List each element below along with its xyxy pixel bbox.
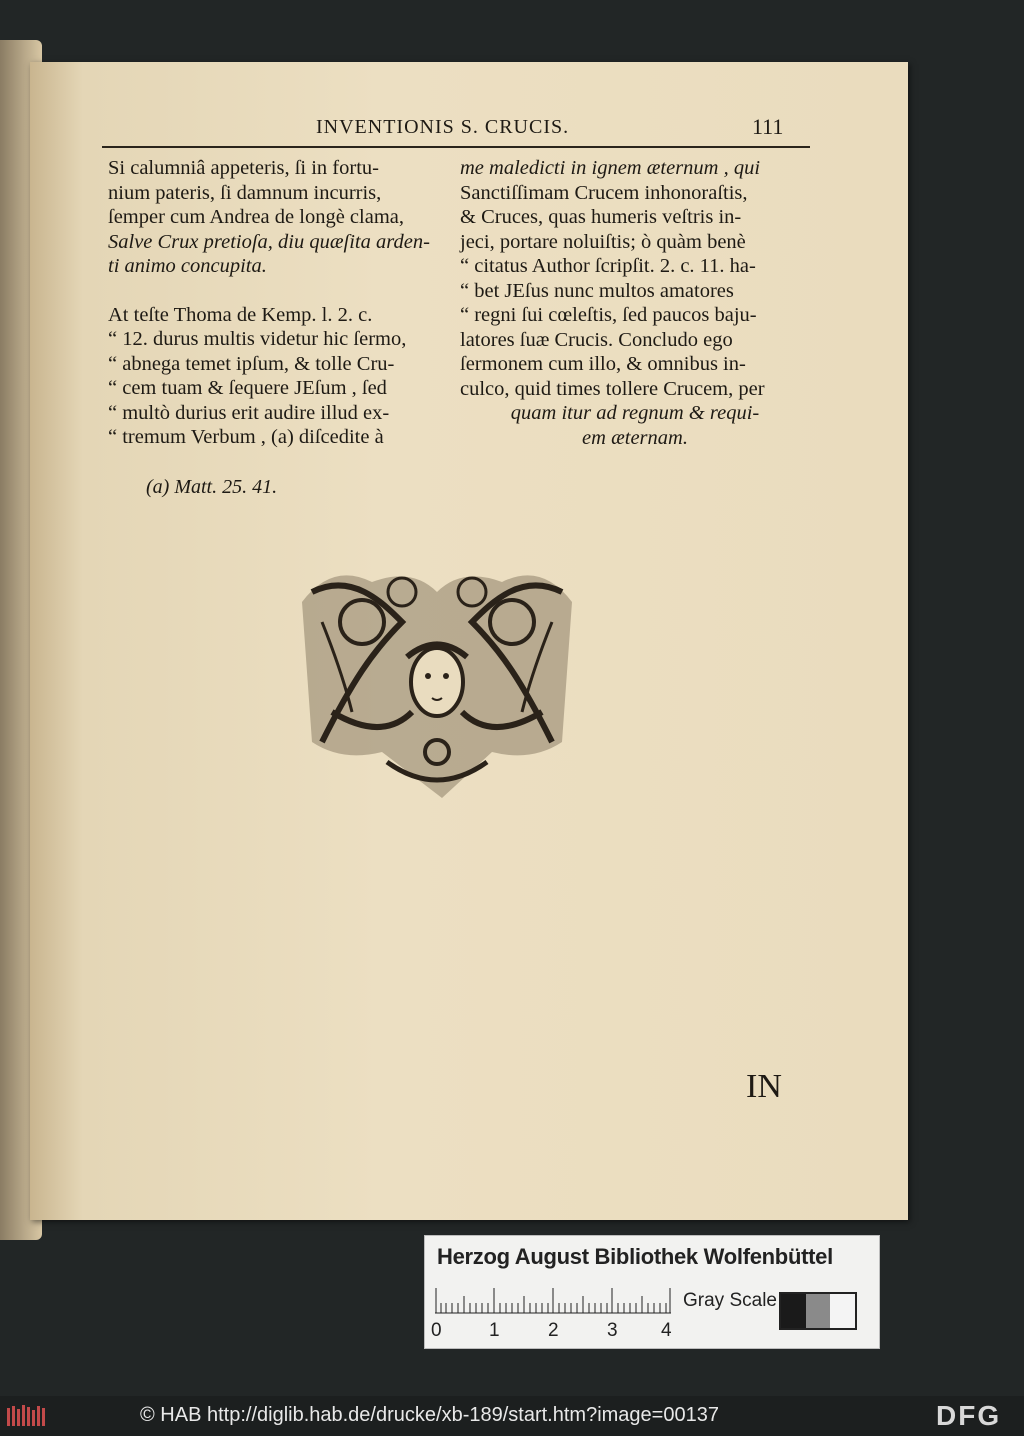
catchword: IN <box>746 1068 782 1105</box>
text-line: “ bet JEſus nunc multos amatores <box>460 279 734 302</box>
text-line: nium pateris, ſi damnum incurris, <box>108 181 382 204</box>
swatch-gray <box>806 1294 831 1328</box>
text-line: “ multò durius erit audire illud ex- <box>108 401 390 424</box>
grayscale-swatches <box>779 1292 857 1330</box>
text-line: ti animo concupita. <box>108 255 267 277</box>
library-name: Herzog August Bibliothek Wolfenbüttel <box>437 1244 833 1269</box>
right-text-column <box>460 156 810 450</box>
text-line: Sanctiſſimam Crucem inhonoraſtis, <box>460 181 748 204</box>
paragraph-gap <box>108 279 450 303</box>
text-line: ſemper cum Andrea de longè clama, <box>108 206 404 228</box>
text-line: em æternam. <box>582 426 688 449</box>
running-header: INVENTIONIS S. CRUCIS. <box>316 116 570 138</box>
swatch-white <box>830 1294 855 1328</box>
text-line: “ tremum Verbum , (a) diſcedite à <box>108 426 384 448</box>
text-line: Salve Crux pretioſa, diu quæſita arden- <box>108 230 430 253</box>
dfg-logo: DFG <box>936 1400 1002 1431</box>
text-line: “ cem tuam & ſequere JEſum , ſed <box>108 377 387 399</box>
text-line: ſermonem cum illo, & omnibus in- <box>460 353 746 375</box>
text-line: & Cruces, quas humeris veſtris in- <box>460 206 742 228</box>
text-line: latores ſuæ Crucis. Concludo ego <box>460 328 733 351</box>
scale-number: 2 <box>548 1320 559 1341</box>
text-line: Si calumniâ appeteris, ſi in fortu- <box>108 157 379 179</box>
footer-bar <box>0 1396 1024 1436</box>
grayscale-label: Gray Scale <box>683 1290 777 1311</box>
scale-number: 0 <box>431 1320 442 1341</box>
left-text-column <box>108 156 450 450</box>
ruler-icon <box>435 1288 671 1314</box>
footnote: (a) Matt. 25. 41. <box>146 476 278 498</box>
hab-logo-icon <box>6 1404 48 1428</box>
text-line: quam itur ad regnum & requi- <box>510 402 760 424</box>
scale-number: 4 <box>661 1320 672 1341</box>
header-rule <box>102 146 810 148</box>
swatch-black <box>781 1294 806 1328</box>
page-number: 111 <box>752 114 784 139</box>
text-line: “ 12. durus multis videtur hic ſermo, <box>108 328 407 350</box>
library-color-card <box>424 1235 880 1349</box>
text-line: At teſte Thoma de Kemp. l. 2. c. <box>108 303 373 326</box>
text-line: “ regni ſui cœleſtis, ſed paucos baju- <box>460 304 757 326</box>
scale-number: 3 <box>607 1320 618 1341</box>
text-line: culco, quid times tollere Crucem, per <box>460 377 765 400</box>
text-line: jeci, portare noluiſtis; ò quàm benè <box>460 230 746 253</box>
scale-number: 1 <box>489 1320 500 1341</box>
copyright-link[interactable]: © HAB http://diglib.hab.de/drucke/xb-189/start.htm?image=00137 <box>140 1404 719 1426</box>
text-line: “ abnega temet ipſum, & tolle Cru- <box>108 352 395 375</box>
woodcut-ornament-icon <box>292 562 582 800</box>
text-line: “ citatus Author ſcripſit. 2. c. 11. ha- <box>460 255 756 277</box>
text-line: me maledicti in ignem æternum , qui <box>460 157 761 179</box>
